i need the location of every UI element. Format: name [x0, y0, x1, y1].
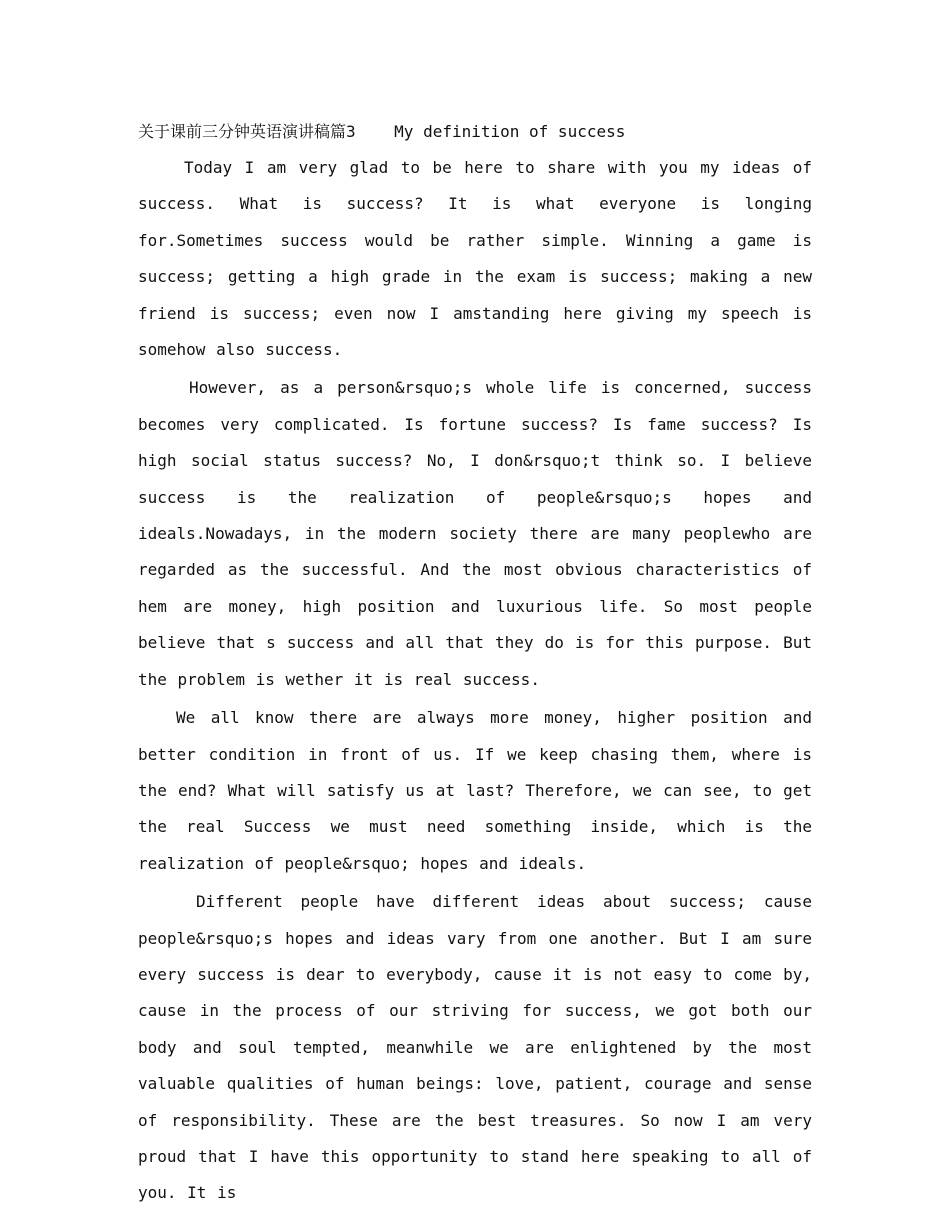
document-heading	[138, 118, 812, 146]
document-page	[138, 118, 812, 1214]
paragraph-3: We all know there are always more money, higher position and better condition in front of us. If we keep chasing them, where is the end? What will satisfy us at last? Therefore, we can see, to get the real Success we must need something inside, which is the realization of people&rsquo; hopes and ideals.	[138, 708, 812, 873]
paragraph-2: However, as a person&rsquo;s whole life is concerned, success becomes very complicated. Is fortune success? Is fame success? Is high social status success? No, I don&rsquo;t think so. I believe success is the realization of people&rsquo;s hopes and ideals.Nowadays, in the modern society there are many peoplewho are regarded as the successful. And the most obvious characteristics of hem are money, high position and luxurious life. So most people believe that s success and all that they do is for this purpose. But the problem is wether it is real success.	[138, 378, 812, 689]
paragraph-4: Different people have different ideas about success; cause people&rsquo;s hopes and ideas vary from one another. But I am sure every success is dear to everybody, cause it is not easy to come by, cause in the process of our striving for success, we got both our body and soul tempted, meanwhile we are enlightened by the most valuable qualities of human beings: love, patient, courage and sense of responsibility. These are the best treasures. So now I am very proud that I have this opportunity to stand here speaking to all of you. It is	[138, 892, 812, 1203]
paragraph-1: Today I am very glad to be here to share with you my ideas of success. What is success? It is what everyone is longing for.Sometimes success would be rather simple. Winning a game is success; getting a high grade in the exam is success; making a new friend is success; even now I amstanding here giving my speech is somehow also success.	[138, 158, 812, 360]
chinese-title: 关于课前三分钟英语演讲稿篇3	[138, 122, 356, 141]
english-title: My definition of success	[394, 122, 626, 141]
